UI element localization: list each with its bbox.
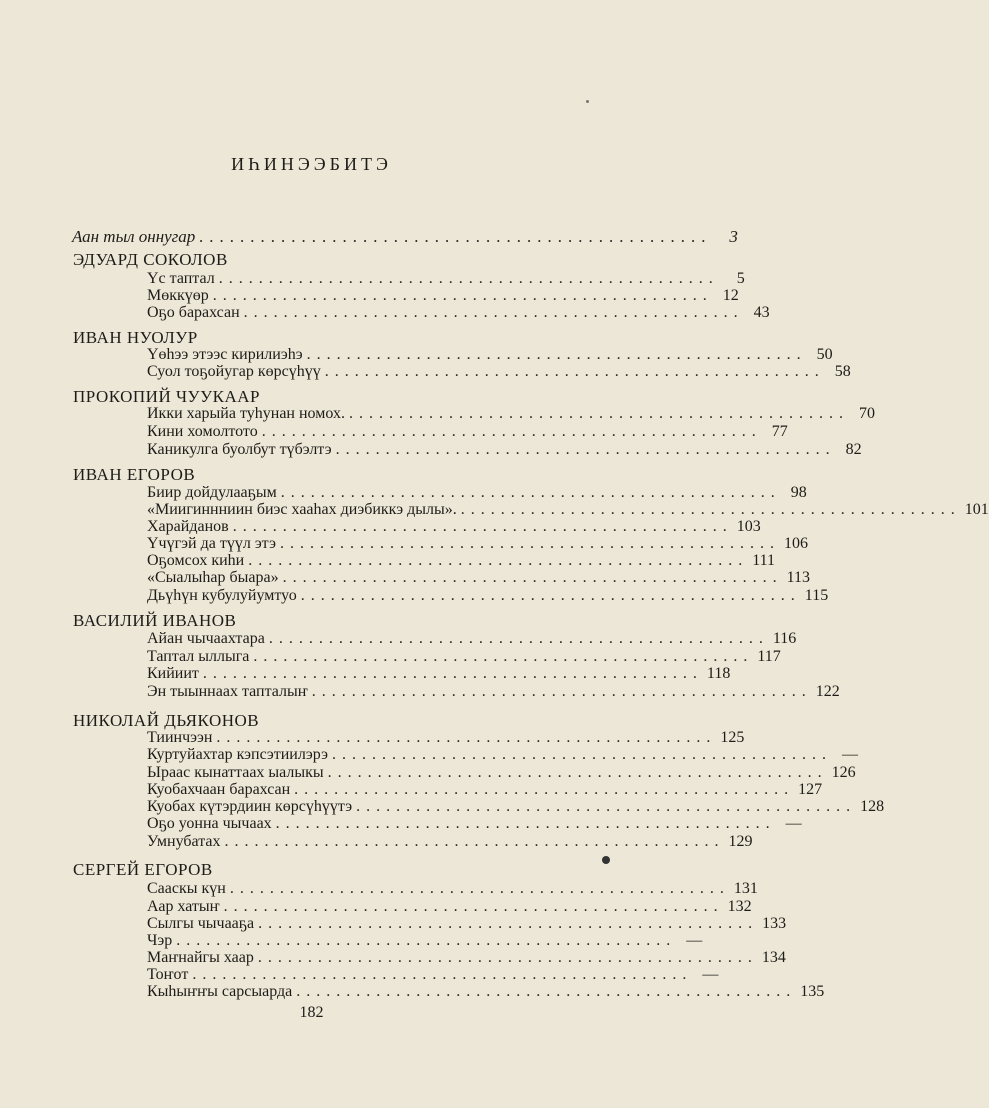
leader-dots: .................................................. <box>311 683 812 700</box>
author-heading: ЭДУАРД СОКОЛОВ <box>73 250 228 269</box>
entry-title: Каникулга буолбут түбэлтэ <box>147 441 332 458</box>
leader-dots: .................................................. <box>306 346 807 363</box>
author-heading: СЕРГЕЙ ЕГОРОВ <box>73 860 213 879</box>
contents-title: ИҺИНЭЭБИТЭ <box>231 154 392 174</box>
leader-dots: .................................................. <box>348 405 849 422</box>
page-number: 182 <box>299 1004 324 1021</box>
toc-entry-intro <box>72 227 738 246</box>
toc-entry <box>147 833 753 851</box>
entry-title: Дьүһүн кубулуйумтуо <box>147 587 297 604</box>
leader-dots: .................................................. <box>223 898 724 915</box>
entry-title: Үчүгэй да түүл этэ <box>147 535 276 552</box>
toc-entry <box>147 484 807 502</box>
toc-entry <box>147 648 781 666</box>
entry-page: 113 <box>786 569 810 586</box>
author-heading: НИКОЛАЙ ДЬЯКОНОВ <box>73 711 260 730</box>
leader-dots: .................................................. <box>268 630 769 647</box>
entry-page: 134 <box>761 949 786 966</box>
entry-page: 82 <box>845 441 862 458</box>
leader-dots: .................................................. <box>279 535 780 552</box>
leader-dots: .................................................. <box>253 648 754 665</box>
entry-page: 43 <box>753 304 770 321</box>
leader-dots: .................................................. <box>327 764 828 781</box>
toc-entry <box>147 683 840 701</box>
entry-page: 58 <box>834 363 851 380</box>
entry-page: 101 <box>964 501 989 518</box>
leader-dots: .................................................. <box>282 569 783 586</box>
author-heading: ИВАН ЕГОРОВ <box>73 465 196 484</box>
toc-entry <box>147 587 829 605</box>
entry-title: Аан тыл оннугар <box>72 227 196 246</box>
entry-title: Кийиит <box>147 665 199 682</box>
entry-page: 3 <box>729 227 738 246</box>
toc-entry <box>147 764 856 782</box>
leader-dots: .................................................. <box>356 798 857 815</box>
leader-dots: .................................................. <box>294 781 795 798</box>
toc-entry <box>147 304 770 322</box>
toc-entry <box>147 746 858 764</box>
entry-title: «Миигиннниин биэс хааһах диэбиккэ дылы». <box>147 501 457 518</box>
entry-page: — <box>841 746 858 763</box>
entry-title: Аар хатыҥ <box>147 898 220 915</box>
leader-dots: .................................................. <box>218 270 719 287</box>
entry-title: Айан чычаахтара <box>147 630 265 647</box>
toc-entry <box>147 880 758 898</box>
entry-title: «Сыалыһар быара» <box>147 569 279 586</box>
entry-title: Икки харыйа туһунан номох. <box>147 405 345 422</box>
entry-page: 125 <box>720 729 745 746</box>
toc-entry <box>147 423 788 441</box>
author-heading: ПРОКОПИЙ ЧУУКААР <box>73 387 260 406</box>
leader-dots: .................................................. <box>258 915 759 932</box>
entry-page: — <box>686 932 703 949</box>
leader-dots: .................................................. <box>280 484 781 501</box>
entry-title: Үс таптал <box>147 270 215 287</box>
entry-title: Кыһыҥҥы сарсыарда <box>147 983 293 1000</box>
leader-dots: .................................................. <box>216 729 717 746</box>
entry-page: 12 <box>722 287 739 304</box>
leader-dots: .................................................. <box>335 441 836 458</box>
entry-page: 50 <box>816 346 833 363</box>
entry-page: 117 <box>757 648 781 665</box>
entry-title: Тиинчээн <box>147 729 213 746</box>
toc-entry <box>147 630 797 648</box>
leader-dots: .................................................. <box>243 304 744 321</box>
toc-entry <box>147 405 875 423</box>
entry-page: 126 <box>831 764 856 781</box>
leader-dots: .................................................. <box>261 423 762 440</box>
entry-title: Эн тыыннаах тапталыҥ <box>147 683 308 700</box>
entry-page: 116 <box>772 630 797 647</box>
toc-entry <box>147 287 739 305</box>
leader-dots: .................................................. <box>248 552 749 569</box>
leader-dots: .................................................. <box>192 966 693 983</box>
author-heading: ВАСИЛИЙ ИВАНОВ <box>73 611 237 630</box>
entry-page: 5 <box>736 270 745 287</box>
toc-entry <box>147 983 825 1001</box>
entry-page: 98 <box>790 484 807 501</box>
leader-dots: .................................................. <box>324 363 825 380</box>
entry-title: Сааскы күн <box>147 880 226 897</box>
entry-page: — <box>785 815 802 832</box>
entry-page: 70 <box>858 405 875 422</box>
entry-page: — <box>702 966 719 983</box>
leader-dots: .................................................. <box>232 518 733 535</box>
entry-title: Үөһээ этээс кирилиэһэ <box>147 346 303 363</box>
entry-page: 128 <box>860 798 885 815</box>
leader-dots: .................................................. <box>331 746 832 763</box>
entry-page: 135 <box>800 983 825 1000</box>
entry-title: Ыраас кынаттаах ыалыкы <box>147 764 324 781</box>
entry-page: 132 <box>727 898 752 915</box>
entry-title: Харайданов <box>147 518 229 535</box>
entry-page: 127 <box>798 781 823 798</box>
leader-dots: .................................................. <box>300 587 801 604</box>
leader-dots: .................................................. <box>176 932 677 949</box>
toc-entry <box>147 535 808 553</box>
entry-title: Куртуйахтар кэпсэтиилэрэ <box>147 746 328 763</box>
leader-dots: .................................................. <box>296 983 797 1000</box>
toc-entry <box>147 270 745 288</box>
entry-title: Таптал ыллыга <box>147 648 250 665</box>
entry-title: Оҕо уонна чычаах <box>147 815 272 832</box>
entry-title: Куобахчаан барахсан <box>147 781 291 798</box>
toc-entry <box>147 552 776 570</box>
leader-dots: .................................................. <box>229 880 730 897</box>
leader-dots: .................................................. <box>212 287 713 304</box>
ink-speck <box>602 856 610 864</box>
toc-entry <box>147 915 787 933</box>
entry-page: 122 <box>815 683 840 700</box>
toc-entry <box>147 665 731 683</box>
toc-entry <box>147 815 802 833</box>
entry-title: Мөккүөр <box>147 287 209 304</box>
entry-title: Чэр <box>147 932 173 949</box>
leader-dots: .................................................. <box>275 815 776 832</box>
leader-dots: .................................................. <box>224 833 725 850</box>
entry-page: 133 <box>762 915 787 932</box>
ink-speck <box>586 100 589 103</box>
author-heading: ИВАН НУОЛУР <box>73 328 198 347</box>
entry-title: Сылгы чычааҕа <box>147 915 255 932</box>
toc-entry <box>147 729 745 747</box>
entry-page: 131 <box>733 880 758 897</box>
toc-entry <box>147 518 761 536</box>
entry-title: Кини хомолтото <box>147 423 258 440</box>
entry-page: 115 <box>804 587 829 604</box>
toc-entry <box>147 898 752 916</box>
entry-title: Оҕо барахсан <box>147 304 240 321</box>
entry-title: Куобах күтэрдиин көрсүһүүтэ <box>147 798 353 815</box>
entry-title: Суол тоҕойугар көрсүһүү <box>147 363 321 380</box>
entry-title: Оҕомсох киһи <box>147 552 245 569</box>
entry-page: 111 <box>752 552 776 569</box>
toc-entry <box>147 501 989 519</box>
entry-page: 129 <box>728 833 753 850</box>
entry-page: 106 <box>783 535 808 552</box>
entry-title: Биир дойдулааҕым <box>147 484 277 501</box>
toc-entry <box>147 966 719 984</box>
toc-entry <box>147 781 823 799</box>
entry-page: 77 <box>771 423 788 440</box>
leader-dots: .................................................. <box>460 501 961 518</box>
leader-dots: .................................................. <box>202 665 703 682</box>
entry-page: 118 <box>706 665 731 682</box>
entry-title: Умнубатах <box>147 833 221 850</box>
entry-title: Маҥнайгы хаар <box>147 949 254 966</box>
toc-entry <box>147 569 810 587</box>
toc-entry <box>147 346 833 364</box>
toc-entry <box>147 932 703 950</box>
toc-entry <box>147 798 885 816</box>
entry-title: Тоҥот <box>147 966 189 983</box>
toc-entry <box>147 949 786 967</box>
entry-page: 103 <box>736 518 761 535</box>
toc-entry <box>147 441 862 459</box>
leader-dots: .................................................. <box>199 227 712 246</box>
leader-dots: .................................................. <box>257 949 758 966</box>
toc-entry <box>147 363 851 381</box>
